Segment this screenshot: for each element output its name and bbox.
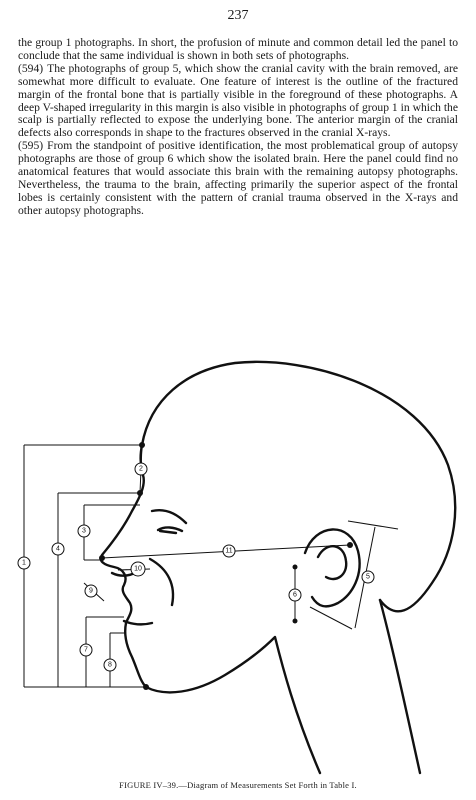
- ear: [305, 529, 360, 606]
- paragraph-number: (595): [18, 139, 44, 153]
- point-chin: [143, 684, 149, 690]
- head-outline: [142, 362, 455, 611]
- point-ear: [347, 542, 353, 548]
- paragraph-text: From the standpoint of positive identification, the most problematical group of autopsy photographs are those of group 6 which show the isolated brain. Here the panel could find no anatomical features that would associate this brain with the remaining autopsy photographs. Nevertheless, the trauma to the brain, affecting primarily the superior aspect of the frontal lobes is certainly consistent with the pattern of cranial trauma observed in the X-rays and other autopsy photographs.: [18, 139, 458, 217]
- point-vertex: [139, 442, 145, 448]
- marker-10: [131, 562, 145, 576]
- svg-text:2: 2: [139, 465, 143, 473]
- line-5b: [310, 607, 352, 629]
- measurement-diagram: [0, 345, 476, 775]
- svg-text:8: 8: [108, 661, 112, 669]
- marker-3: [78, 525, 90, 537]
- marker-4: [52, 543, 64, 555]
- marker-9: [85, 585, 97, 597]
- cheek-line: [150, 559, 173, 605]
- svg-text:1: 1: [22, 559, 26, 567]
- marker-7: [80, 644, 92, 656]
- page-number: 237: [227, 8, 249, 23]
- point-nose-tip: [99, 555, 105, 561]
- line-5a: [348, 521, 398, 529]
- marker-11: [223, 545, 235, 557]
- marker-2: [135, 463, 147, 475]
- svg-text:10: 10: [134, 565, 142, 573]
- jaw-neck: [146, 637, 320, 773]
- intro-paragraph: the group 1 photographs. In short, the profusion of minute and common detail led the panel to conclude that the same individual is shown in both sets of photographs.: [18, 36, 458, 62]
- point-nasion: [137, 490, 143, 496]
- paragraph-595: [18, 140, 458, 217]
- head-profile-drawing: [0, 345, 476, 775]
- mouth: [124, 621, 152, 624]
- svg-text:7: 7: [84, 646, 88, 654]
- neck-back: [380, 600, 420, 773]
- paragraph-594: [18, 63, 458, 140]
- svg-text:6: 6: [293, 591, 297, 599]
- paragraph-number: (594): [18, 61, 44, 75]
- eyebrow: [152, 510, 186, 523]
- ear-inner: [318, 546, 346, 579]
- marker-1: [18, 557, 30, 569]
- svg-text:4: 4: [56, 545, 60, 553]
- marker-8: [104, 659, 116, 671]
- point-tragus: [293, 565, 298, 570]
- svg-text:9: 9: [89, 587, 93, 595]
- svg-text:11: 11: [225, 547, 233, 555]
- svg-text:3: 3: [82, 527, 86, 535]
- body-text: [18, 37, 458, 218]
- marker-5: [362, 571, 374, 583]
- marker-6: [289, 589, 301, 601]
- point-earlobe: [293, 619, 298, 624]
- paragraph-text: The photographs of group 5, which show the cranial cavity with the brain removed, are somewhat more difficult to evaluate. One feature of interest is the outline of the fractured margin of the frontal bone that is partially visible in the foreground of these photographs. A deep V-shaped irregularity in this margin is also visible in photographs of group 1 in which the scalp is partially reflected to expose the underlying bone. The anterior margin of the cranial defects also corresponds in shape to the fractures observed in the cranial X-rays.: [18, 61, 458, 140]
- eye: [158, 527, 182, 533]
- svg-text:5: 5: [366, 573, 370, 581]
- figure-caption: FIGURE IV–39.—Diagram of Measurements Set Forth in Table I.: [119, 780, 357, 790]
